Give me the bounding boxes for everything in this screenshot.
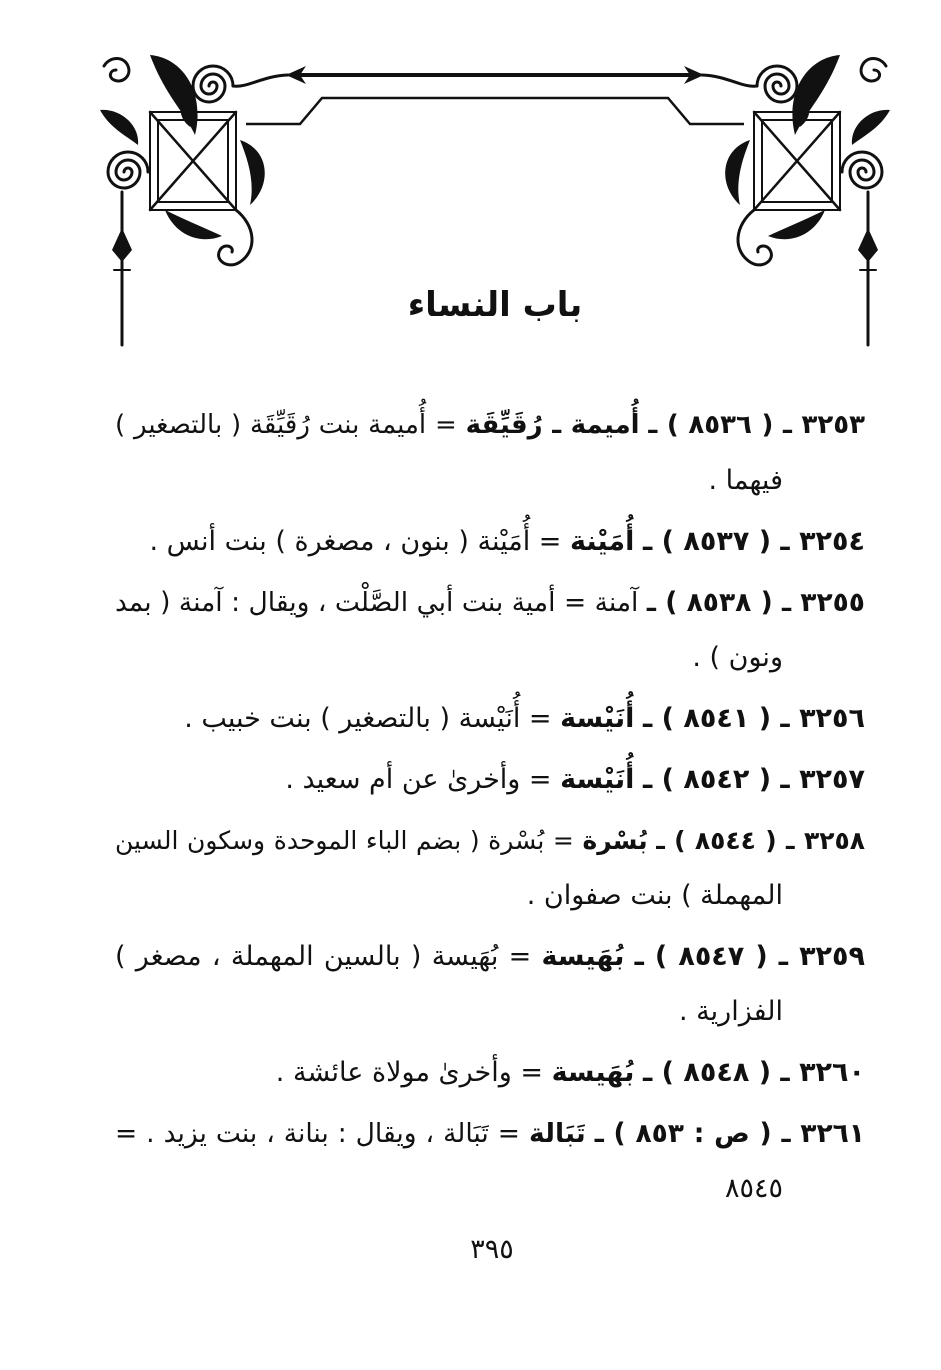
- entry: [115, 929, 865, 1039]
- corner-ornament-right: [702, 55, 890, 345]
- entry-line: [115, 1106, 865, 1161]
- entry-line: [115, 398, 865, 453]
- entry-number: ٣٢٥٤ ـ ( ٨٥٣٧ ) ـ: [643, 526, 865, 557]
- entry-number: ٣٢٥٥ ـ ( ٨٥٣٨ ) ـ: [646, 587, 865, 618]
- entry-number: ٣٢٥٩ ـ ( ٨٥٤٧ ) ـ: [634, 941, 865, 972]
- entry-line: [115, 691, 865, 746]
- entry-line: [115, 813, 865, 868]
- entry-line: [115, 929, 865, 984]
- entry: [115, 813, 865, 923]
- entry-name: أُميمة ـ رُقَيِّقَة: [465, 410, 640, 440]
- entry-text: = أُميمة بنت رُقَيِّقَة ( بالتصغير ): [115, 410, 457, 440]
- page-number: ٣٩٥: [470, 1234, 514, 1265]
- entry-continuation: الفزارية .: [679, 996, 783, 1027]
- entry: [115, 514, 865, 569]
- entry: [115, 1045, 865, 1100]
- entry-name: آمنة: [594, 587, 639, 618]
- entry-line: [115, 752, 865, 807]
- entry: [115, 575, 865, 685]
- entry-text: = وأخرىٰ عن أم سعيد .: [285, 764, 552, 795]
- corner-ornament-left: [100, 55, 288, 345]
- entry-text: = أُنَيْسة ( بالتصغير ) بنت خبيب .: [184, 703, 552, 734]
- entry-number: ٣٢٥٨ ـ ( ٨٥٤٤ ) ـ: [656, 826, 865, 855]
- entry-name: تَبَالة: [528, 1118, 586, 1149]
- entry-name: بُسْرة: [582, 826, 648, 855]
- entry-line: [115, 575, 865, 630]
- entry-text: = بُسْرة ( بضم الباء الموحدة وسكون السين: [115, 826, 574, 855]
- entry-continuation: ٨٥٤٥: [724, 1173, 783, 1204]
- entry: [115, 1106, 865, 1216]
- entry-name: أُنَيْسة: [560, 764, 635, 795]
- entry-line: [115, 514, 865, 569]
- chapter-title: باب النساء: [407, 285, 583, 325]
- entry-text: = بُهَيسة ( بالسين المهملة ، مصغر ): [115, 941, 532, 972]
- top-border-line: [246, 66, 744, 124]
- entry-name: أُنَيْسة: [560, 703, 635, 734]
- entry-name: أُمَيْنة: [570, 526, 635, 557]
- entry-name: بُهَيسة: [551, 1057, 635, 1088]
- entry-continuation: ونون ) .: [692, 642, 783, 673]
- entry-line: [115, 1045, 865, 1100]
- entry: [115, 398, 865, 508]
- entry: [115, 691, 865, 746]
- entry-number: ٣٢٦١ ـ ( ص : ٨٥٣ ) ـ: [594, 1118, 865, 1149]
- entry-text: = تَبَالة ، ويقال : بنانة ، بنت يزيد . =: [115, 1118, 520, 1149]
- entry-continuation: فيهما .: [708, 465, 783, 496]
- entry-number: ٣٢٥٧ ـ ( ٨٥٤٢ ) ـ: [643, 764, 865, 795]
- entry-text: = أمية بنت أبي الصَّلْت ، ويقال : آمنة ( بمد: [115, 587, 587, 618]
- entry-text: = أُمَيْنة ( بنون ، مصغرة ) بنت أنس .: [149, 526, 562, 557]
- entry-number: ٣٢٥٦ ـ ( ٨٥٤١ ) ـ: [643, 703, 865, 734]
- entry-text: = وأخرىٰ مولاة عائشة .: [275, 1057, 543, 1088]
- entry-continuation: المهملة ) بنت صفوان .: [526, 880, 783, 911]
- entry-number: ٣٢٦٠ ـ ( ٨٥٤٨ ) ـ: [643, 1057, 865, 1088]
- entry-name: بُهَيسة: [541, 941, 625, 972]
- entry: [115, 752, 865, 807]
- entries-list: [115, 398, 865, 1216]
- entry-number: ٣٢٥٣ ـ ( ٨٥٣٦ ) ـ: [648, 410, 865, 440]
